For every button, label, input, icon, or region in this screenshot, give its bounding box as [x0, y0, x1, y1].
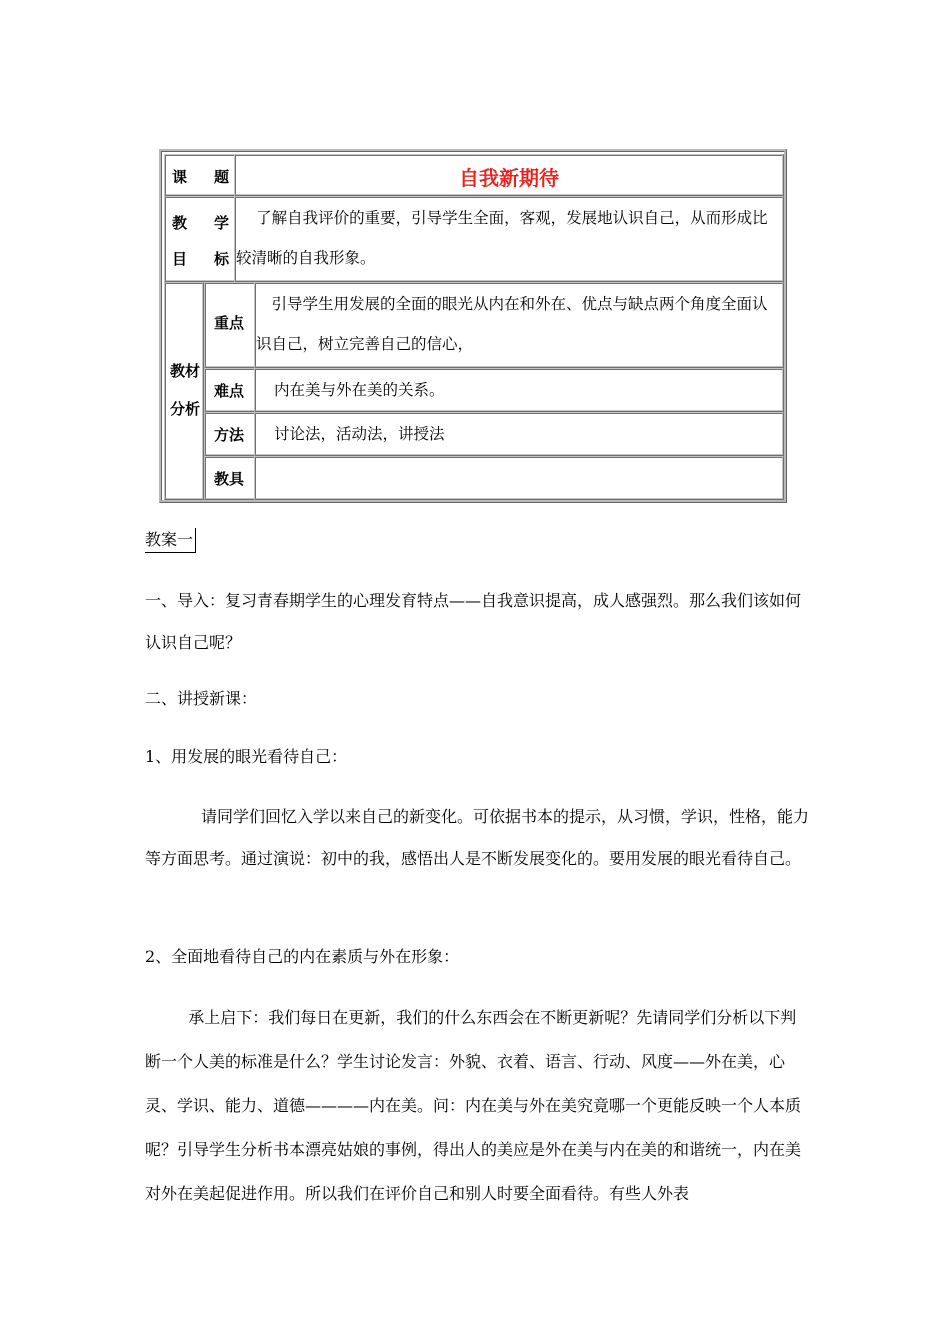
method-label: 方法 — [214, 426, 245, 444]
key-point-text: 引导学生用发展的全面的眼光从内在和外在、优点与缺点两个角度全面认识自己，树立完善自己的信心， — [256, 295, 768, 353]
topic-label-char-1: 课 — [172, 168, 188, 186]
analysis-label-line-2: 分析 — [170, 400, 201, 418]
goal-text: 了解自我评价的重要，引导学生全面，客观，发展地认识自己，从而形成比较清晰的自我形象。 — [236, 209, 768, 267]
section-2-heading: 2、全面地看待自己的内在素质与外在形象： — [145, 947, 460, 966]
difficulty-label: 难点 — [214, 382, 245, 400]
new-lesson-heading: 二、讲授新课： — [145, 689, 258, 708]
goal-label-char-4: 标 — [214, 250, 230, 268]
method-text-cell — [254, 412, 784, 456]
difficulty-text-cell — [254, 368, 784, 412]
topic-label-cell — [164, 154, 236, 196]
difficulty-text: 内在美与外在美的关系。 — [274, 381, 445, 399]
intro-paragraph: 一、导入：复习青春期学生的心理发育特点——自我意识提高，成人感强烈。那么我们该如何认识自己呢？ — [145, 591, 802, 652]
analysis-label-line-1: 教材 — [170, 362, 201, 380]
teaching-aids-label-cell — [204, 456, 256, 500]
goal-label-char-2: 学 — [214, 214, 230, 232]
key-point-label: 重点 — [214, 314, 245, 332]
goal-text-cell — [234, 196, 784, 282]
key-point-label-cell — [204, 282, 256, 368]
goal-label-char-3: 目 — [172, 250, 188, 268]
section-1-paragraph: 请同学们回忆入学以来自己的新变化。可依据书本的提示，从习惯，学识，性格，能力等方面思考。通过演说：初中的我，感悟出人是不断发展变化的。要用发展的眼光看待自己。 — [145, 807, 810, 868]
goal-label-char-1: 教 — [172, 214, 188, 232]
section-1-heading: 1、用发展的眼光看待自己： — [145, 747, 348, 766]
key-point-text-cell — [254, 282, 784, 368]
teaching-aids-label: 教具 — [214, 470, 245, 488]
analysis-label-cell — [164, 282, 204, 500]
title-cell — [234, 154, 784, 196]
teaching-aids-text-cell — [254, 456, 784, 500]
topic-label-char-2: 题 — [214, 168, 230, 186]
lesson-plan-heading: 教案一 — [145, 528, 196, 553]
method-text: 讨论法，活动法，讲授法 — [274, 425, 445, 443]
difficulty-label-cell — [204, 368, 256, 412]
goal-label-cell — [164, 196, 236, 282]
lesson-info-table — [159, 149, 787, 503]
section-2-paragraph: 承上启下：我们每日在更新，我们的什么东西会在不断更新呢？先请同学们分析以下判断一个人美的标准是什么？学生讨论发言：外貌、衣着、语言、行动、风度——外在美，心灵、学识、能力、道德————内在美。问：内在美与外在美究竟哪一个更能反映一个人本质呢？引导学生分析书本漂亮姑娘的事例，得出人的美应是外在美与内在美的和谐统一，内在美对外在美起促进作用。所以我们在评价自己和别人时要全面看待。有些人外表 — [145, 1008, 802, 1203]
method-label-cell — [204, 412, 256, 456]
lesson-title: 自我新期待 — [459, 166, 559, 190]
